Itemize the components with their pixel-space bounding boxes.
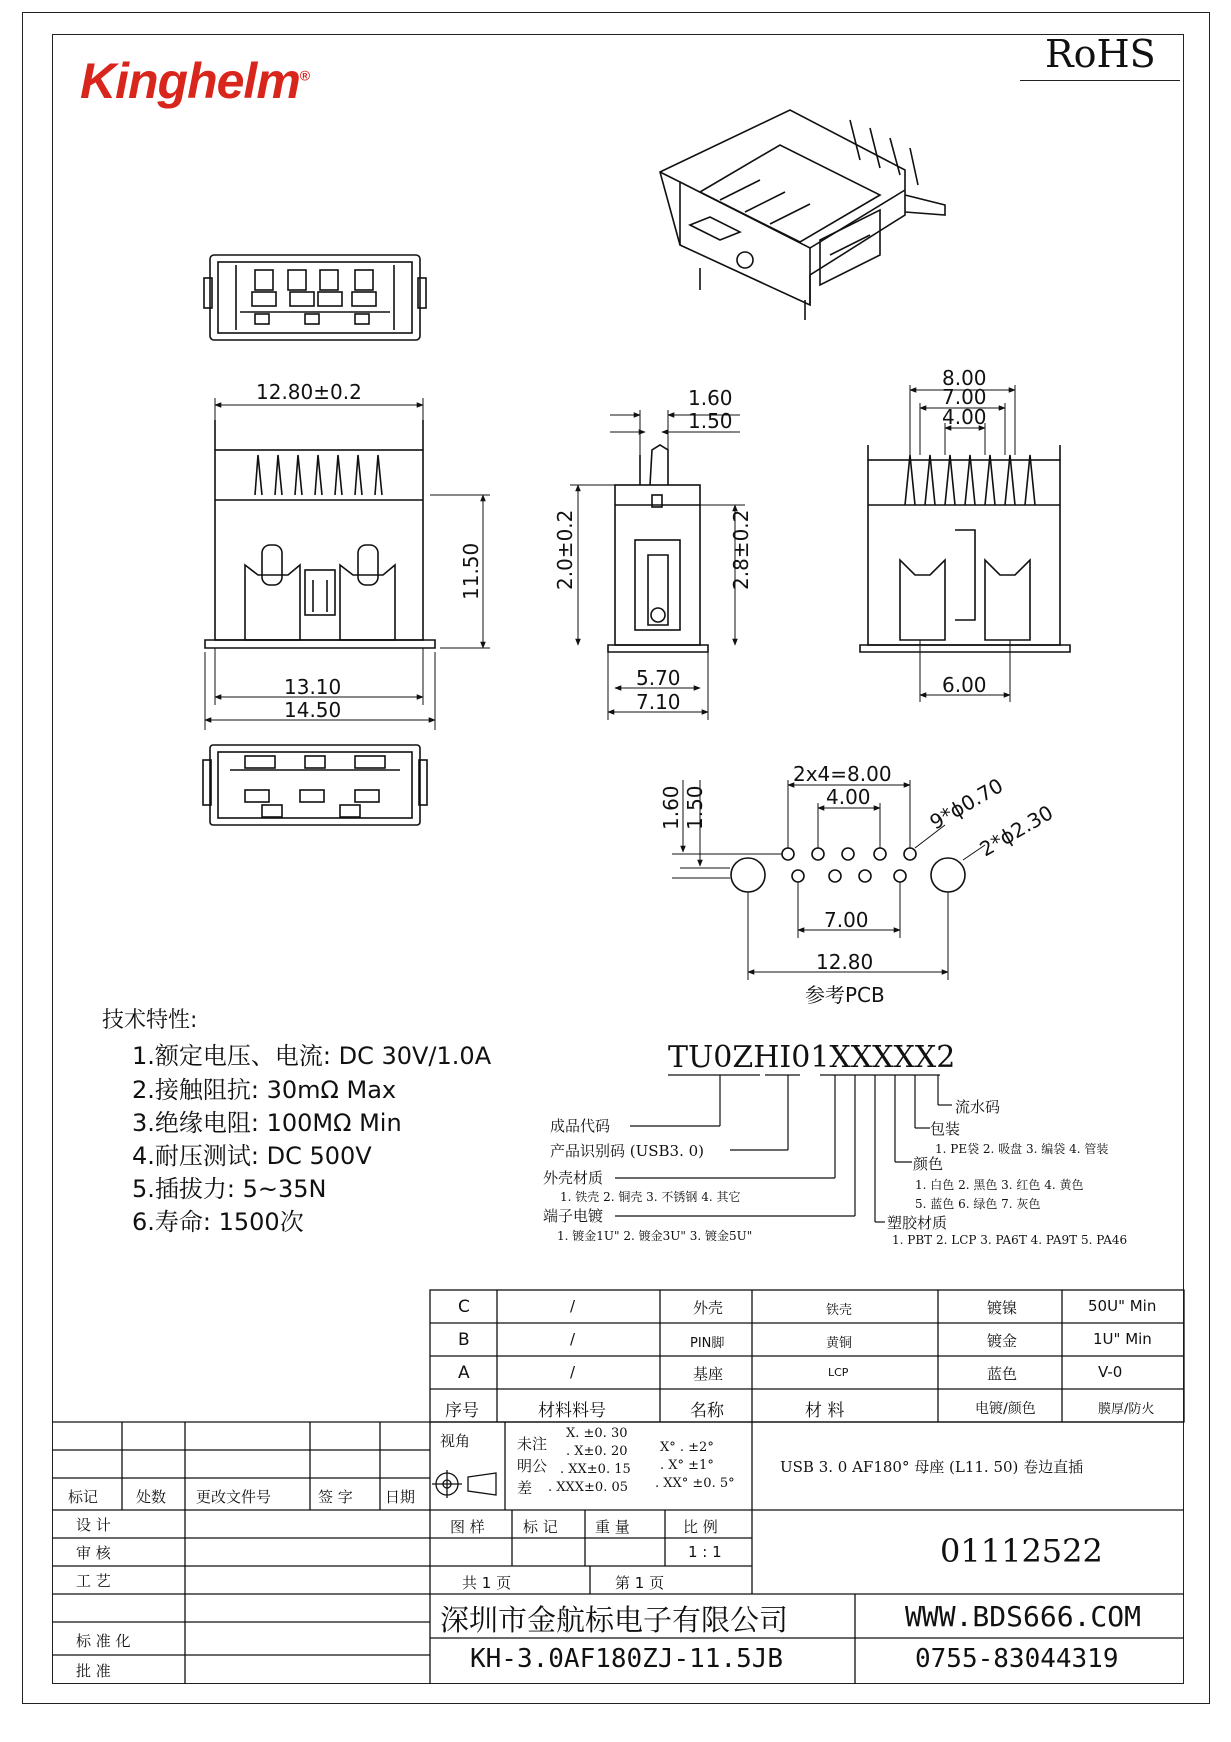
tol-title: 未注 xyxy=(517,1435,548,1453)
bom-row-b-spec: 1U" Min xyxy=(1093,1330,1152,1348)
spec-item: 2.接触阻抗: 30mΩ Max xyxy=(132,1076,397,1104)
view-label: 视角 xyxy=(440,1432,471,1450)
rev-header: 标记 xyxy=(68,1488,99,1506)
pn-plastic-opts: 1. PBT 2. LCP 3. PA6T 4. PA9T 5. PA46 xyxy=(892,1233,1128,1247)
pcb-label: 参考PCB xyxy=(805,983,885,1007)
dim-front-base-outer: 14.50 xyxy=(284,698,342,722)
pn-product-code: 成品代码 xyxy=(550,1117,611,1135)
dim-front-base-inner: 13.10 xyxy=(284,675,342,699)
label-bili: 比 例 xyxy=(683,1518,718,1536)
bom-row-b-name: PIN脚 xyxy=(690,1336,725,1351)
dim-side-left-h: 2.0±0.2 xyxy=(553,509,577,590)
bom-row-b-part: / xyxy=(570,1330,576,1348)
bom-header: 材 料 xyxy=(805,1401,845,1421)
bom-header: 名称 xyxy=(690,1401,724,1421)
model-number: KH-3.0AF180ZJ-11.5JB xyxy=(470,1644,784,1674)
tol-angle: . X° ±1° xyxy=(660,1458,714,1473)
role-standard: 标 准 化 xyxy=(76,1632,131,1650)
bom-row-a-spec: V-0 xyxy=(1098,1363,1123,1381)
bom-row-c-material: 铁壳 xyxy=(826,1303,853,1318)
pn-color-opts-1: 1. 白色 2. 黑色 3. 红色 4. 黄色 xyxy=(915,1178,1084,1192)
pcb-hole-small: 9*ϕ0.70 xyxy=(925,773,1008,835)
tol-angle: . XX° ±0. 5° xyxy=(655,1476,735,1491)
bom-header: 序号 xyxy=(445,1401,479,1421)
tol-title: 差 xyxy=(517,1479,533,1497)
company-name: 深圳市金航标电子有限公司 xyxy=(440,1603,789,1637)
rohs-mark: RoHS xyxy=(1045,32,1156,76)
tol-linear: . XX±0. 15 xyxy=(560,1462,631,1477)
tol-angle: X° . ±2° xyxy=(660,1440,714,1455)
scale-value: 1 : 1 xyxy=(688,1543,722,1561)
dim-back-top-2: 7.00 xyxy=(942,385,987,409)
pcb-hole-large: 2*ϕ2.30 xyxy=(975,800,1058,862)
pn-color-opts-2: 5. 蓝色 6. 绿色 7. 灰色 xyxy=(915,1197,1041,1211)
part-description: USB 3. 0 AF180° 母座 (L11. 50) 卷边直插 xyxy=(780,1458,1084,1476)
dim-side-bottom-2: 7.10 xyxy=(636,690,681,714)
pcb-inner: 4.00 xyxy=(826,785,871,809)
bom-row-b-id: B xyxy=(458,1330,470,1350)
pn-product-id: 产品识别码 (USB3. 0) xyxy=(550,1142,705,1160)
tol-linear: . X±0. 20 xyxy=(566,1444,628,1459)
dim-side-top-2: 1.50 xyxy=(688,409,733,433)
rev-header: 更改文件号 xyxy=(196,1488,272,1506)
pcb-pitch: 2x4=8.00 xyxy=(793,762,892,786)
part-number-code: TU0ZHI01XXXXX2 xyxy=(668,1040,956,1075)
dim-back-bottom: 6.00 xyxy=(942,673,987,697)
pn-shell-opts: 1. 铁壳 2. 铜壳 3. 不锈钢 4. 其它 xyxy=(560,1190,741,1204)
spec-title: 技术特性: xyxy=(102,1008,198,1033)
pn-shell: 外壳材质 xyxy=(543,1169,604,1187)
bom-header: 材料料号 xyxy=(538,1401,606,1421)
tol-linear: X. ±0. 30 xyxy=(566,1426,628,1441)
role-approve: 批 准 xyxy=(76,1662,111,1680)
bom-row-a-id: A xyxy=(458,1363,470,1383)
dim-back-top-1: 8.00 xyxy=(942,366,987,390)
pages-total: 共 1 页 xyxy=(462,1574,512,1592)
pcb-row2: 7.00 xyxy=(824,908,869,932)
bom-row-c-part: / xyxy=(570,1297,576,1315)
tol-title: 明公 xyxy=(517,1457,548,1475)
role-process: 工 艺 xyxy=(76,1572,111,1590)
rev-header: 处数 xyxy=(136,1488,167,1506)
bom-row-a-material: LCP xyxy=(828,1366,849,1379)
role-design: 设 计 xyxy=(76,1516,111,1534)
tol-linear: . XXX±0. 05 xyxy=(548,1480,628,1495)
pn-packaging: 包装 xyxy=(930,1120,961,1138)
dim-side-right-h: 2.8±0.2 xyxy=(729,509,753,590)
dim-side-bottom-1: 5.70 xyxy=(636,666,681,690)
dim-front-height: 11.50 xyxy=(459,542,483,600)
label-zhongliang: 重 量 xyxy=(595,1518,630,1536)
pcb-span: 12.80 xyxy=(816,950,874,974)
drawing-number: 01112522 xyxy=(940,1532,1103,1570)
label-biaoji: 标 记 xyxy=(523,1518,558,1536)
pn-serial: 流水码 xyxy=(955,1098,1001,1116)
pn-plating: 端子电镀 xyxy=(543,1207,604,1225)
label-tuyang: 图 样 xyxy=(450,1518,485,1536)
bom-row-b-material: 黄铜 xyxy=(826,1336,853,1351)
bom-row-c-spec: 50U" Min xyxy=(1088,1297,1157,1315)
spec-item: 5.插拔力: 5~35N xyxy=(132,1175,327,1203)
bom-header: 膜厚/防火 xyxy=(1098,1402,1155,1417)
dim-back-top-3: 4.00 xyxy=(942,405,987,429)
dim-side-top-1: 1.60 xyxy=(688,386,733,410)
spec-item: 6.寿命: 1500次 xyxy=(132,1208,304,1236)
pn-packaging-opts: 1. PE袋 2. 吸盘 3. 编袋 4. 管装 xyxy=(935,1142,1109,1156)
pcb-v2: 1.50 xyxy=(683,785,707,830)
kinghelm-logo: Kinghelm® xyxy=(80,53,310,109)
bom-row-a-plating: 蓝色 xyxy=(987,1365,1018,1383)
bom-row-a-part: / xyxy=(570,1363,576,1381)
spec-item: 1.额定电压、电流: DC 30V/1.0A xyxy=(132,1042,492,1070)
company-website: WWW.BDS666.COM xyxy=(905,1600,1142,1633)
bom-row-c-id: C xyxy=(458,1297,470,1317)
bom-row-c-plating: 镀镍 xyxy=(987,1299,1018,1317)
logo-text: Kinghelm xyxy=(80,53,300,109)
page-number: 第 1 页 xyxy=(615,1574,665,1592)
bom-row-a-name: 基座 xyxy=(693,1365,724,1383)
role-review: 审 核 xyxy=(76,1544,111,1562)
pn-color: 颜色 xyxy=(913,1155,944,1173)
bom-row-b-plating: 镀金 xyxy=(987,1332,1018,1350)
spec-item: 3.绝缘电阻: 100MΩ Min xyxy=(132,1109,402,1137)
dim-front-width: 12.80±0.2 xyxy=(256,380,362,404)
pcb-v1: 1.60 xyxy=(659,785,683,830)
bom-header: 电镀/颜色 xyxy=(975,1401,1036,1417)
company-phone: 0755-83044319 xyxy=(915,1644,1119,1674)
bom-row-c-name: 外壳 xyxy=(693,1299,724,1317)
rev-header: 签 字 xyxy=(318,1488,353,1506)
rev-header: 日期 xyxy=(385,1488,416,1506)
spec-item: 4.耐压测试: DC 500V xyxy=(132,1142,372,1170)
pn-plating-opts: 1. 镀金1U" 2. 镀金3U" 3. 镀金5U" xyxy=(557,1229,753,1243)
pn-plastic: 塑胶材质 xyxy=(887,1214,948,1232)
